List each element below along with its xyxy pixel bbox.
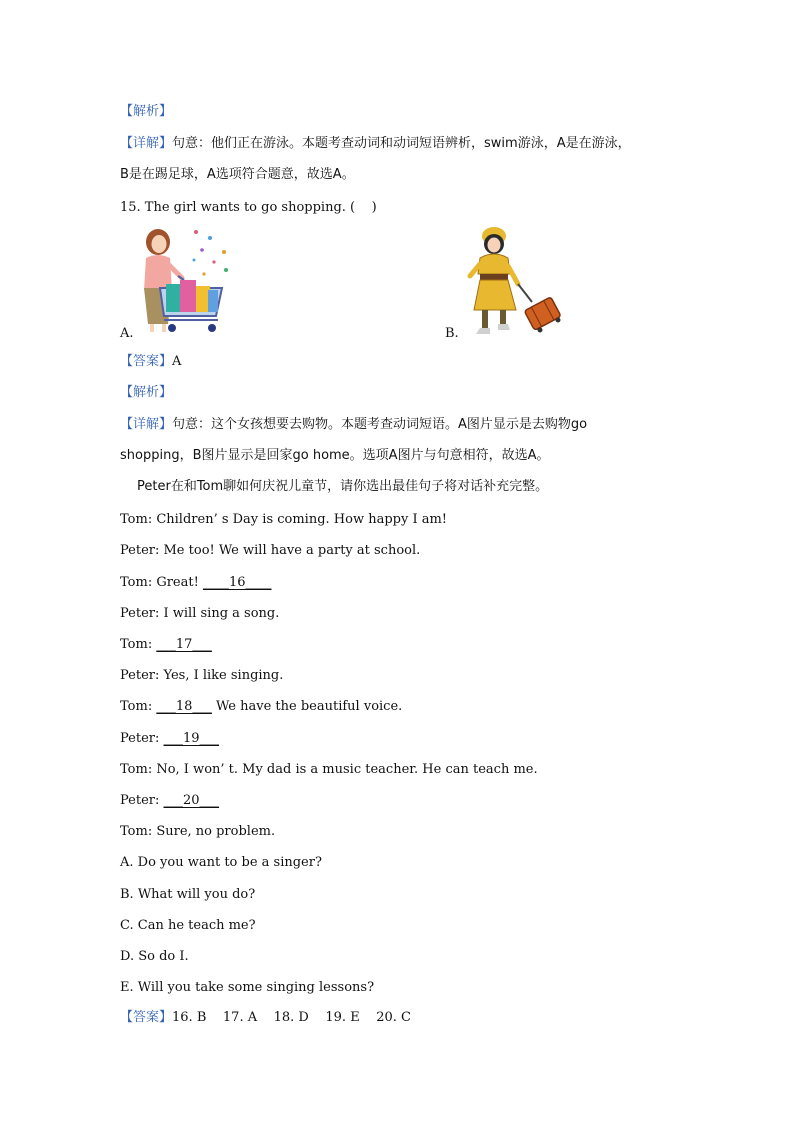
detail-tag: 【详解】 bbox=[120, 417, 173, 432]
dialog-line bbox=[120, 793, 219, 809]
detail-text-cont: B是在踢足球，A选项符合题意，故选A。 bbox=[120, 167, 355, 182]
answer-tag: 【答案】 bbox=[120, 354, 173, 369]
detail-paragraph-1 bbox=[120, 136, 631, 152]
detail-text: 句意：这个女孩想要去购物。本题考查动词短语。A图片显示是去购物go bbox=[172, 417, 588, 432]
option-b: B. What will you do? bbox=[120, 887, 256, 902]
speaker-text: Peter: bbox=[120, 793, 164, 808]
answer-list: 16. B 17. A 18. D 19. E 20. C bbox=[172, 1010, 411, 1025]
dialog-line bbox=[120, 575, 272, 591]
speaker-text: We have the beautiful voice. bbox=[211, 699, 403, 714]
option-a: A. Do you want to be a singer? bbox=[120, 855, 322, 870]
dialog-line: Tom: No, I won’ t. My dad is a music teacher. He can teach me. bbox=[120, 762, 538, 777]
speaker-text: Tom: bbox=[120, 699, 157, 714]
dialog-line bbox=[120, 699, 402, 715]
option-e: E. Will you take some singing lessons? bbox=[120, 980, 375, 995]
speaker-text: Tom: Great! bbox=[120, 575, 203, 590]
option-d: D. So do I. bbox=[120, 949, 189, 964]
blank-17: ___17___ bbox=[156, 637, 212, 652]
dialog-line: Peter: Me too! We will have a party at school. bbox=[120, 543, 421, 558]
detail-tag: 【详解】 bbox=[120, 136, 173, 151]
final-answers bbox=[120, 1010, 411, 1026]
speaker-text: Peter: bbox=[120, 731, 164, 746]
detail-text-cont: shopping，B图片显示是回家go home。选项A图片与句意相符，故选A。 bbox=[120, 448, 550, 463]
option-b-label: B. bbox=[445, 326, 459, 341]
detail-paragraph-15 bbox=[120, 417, 587, 433]
analysis-tag: 【解析】 bbox=[120, 104, 173, 119]
question-15: 15. The girl wants to go shopping. ( ) bbox=[120, 200, 377, 215]
option-c: C. Can he teach me? bbox=[120, 918, 256, 933]
dialog-line: Tom: Sure, no problem. bbox=[120, 824, 276, 839]
dialog-line bbox=[120, 731, 219, 747]
blank-16: ____16____ bbox=[202, 575, 272, 590]
blank-20: ___20___ bbox=[163, 793, 220, 808]
answer-tag: 【答案】 bbox=[120, 1010, 173, 1025]
speaker-text: Tom: bbox=[120, 637, 157, 652]
dialog-line: Peter: Yes, I like singing. bbox=[120, 668, 284, 683]
answer-15 bbox=[120, 354, 181, 370]
blank-18: ___18___ bbox=[156, 699, 212, 714]
analysis-tag: 【解析】 bbox=[120, 385, 173, 400]
answer-value: A bbox=[172, 354, 182, 369]
dialog-line: Tom: Children’ s Day is coming. How happy I am! bbox=[120, 512, 448, 527]
travel-girl-picture bbox=[462, 224, 564, 340]
blank-19: ___19___ bbox=[163, 731, 220, 746]
detail-text: 句意：他们正在游泳。本题考查动词和动词短语辨析，swim游泳，A是在游泳， bbox=[172, 136, 631, 151]
sparkle-decoration-icon bbox=[193, 230, 229, 276]
dialog-instruction: Peter在和Tom聊如何庆祝儿童节，请你选出最佳句子将对话补充完整。 bbox=[137, 479, 549, 494]
shopping-woman-picture bbox=[138, 224, 230, 336]
dialog-line: Peter: I will sing a song. bbox=[120, 606, 280, 621]
dialog-line bbox=[120, 637, 212, 653]
option-a-label: A. bbox=[120, 326, 134, 341]
